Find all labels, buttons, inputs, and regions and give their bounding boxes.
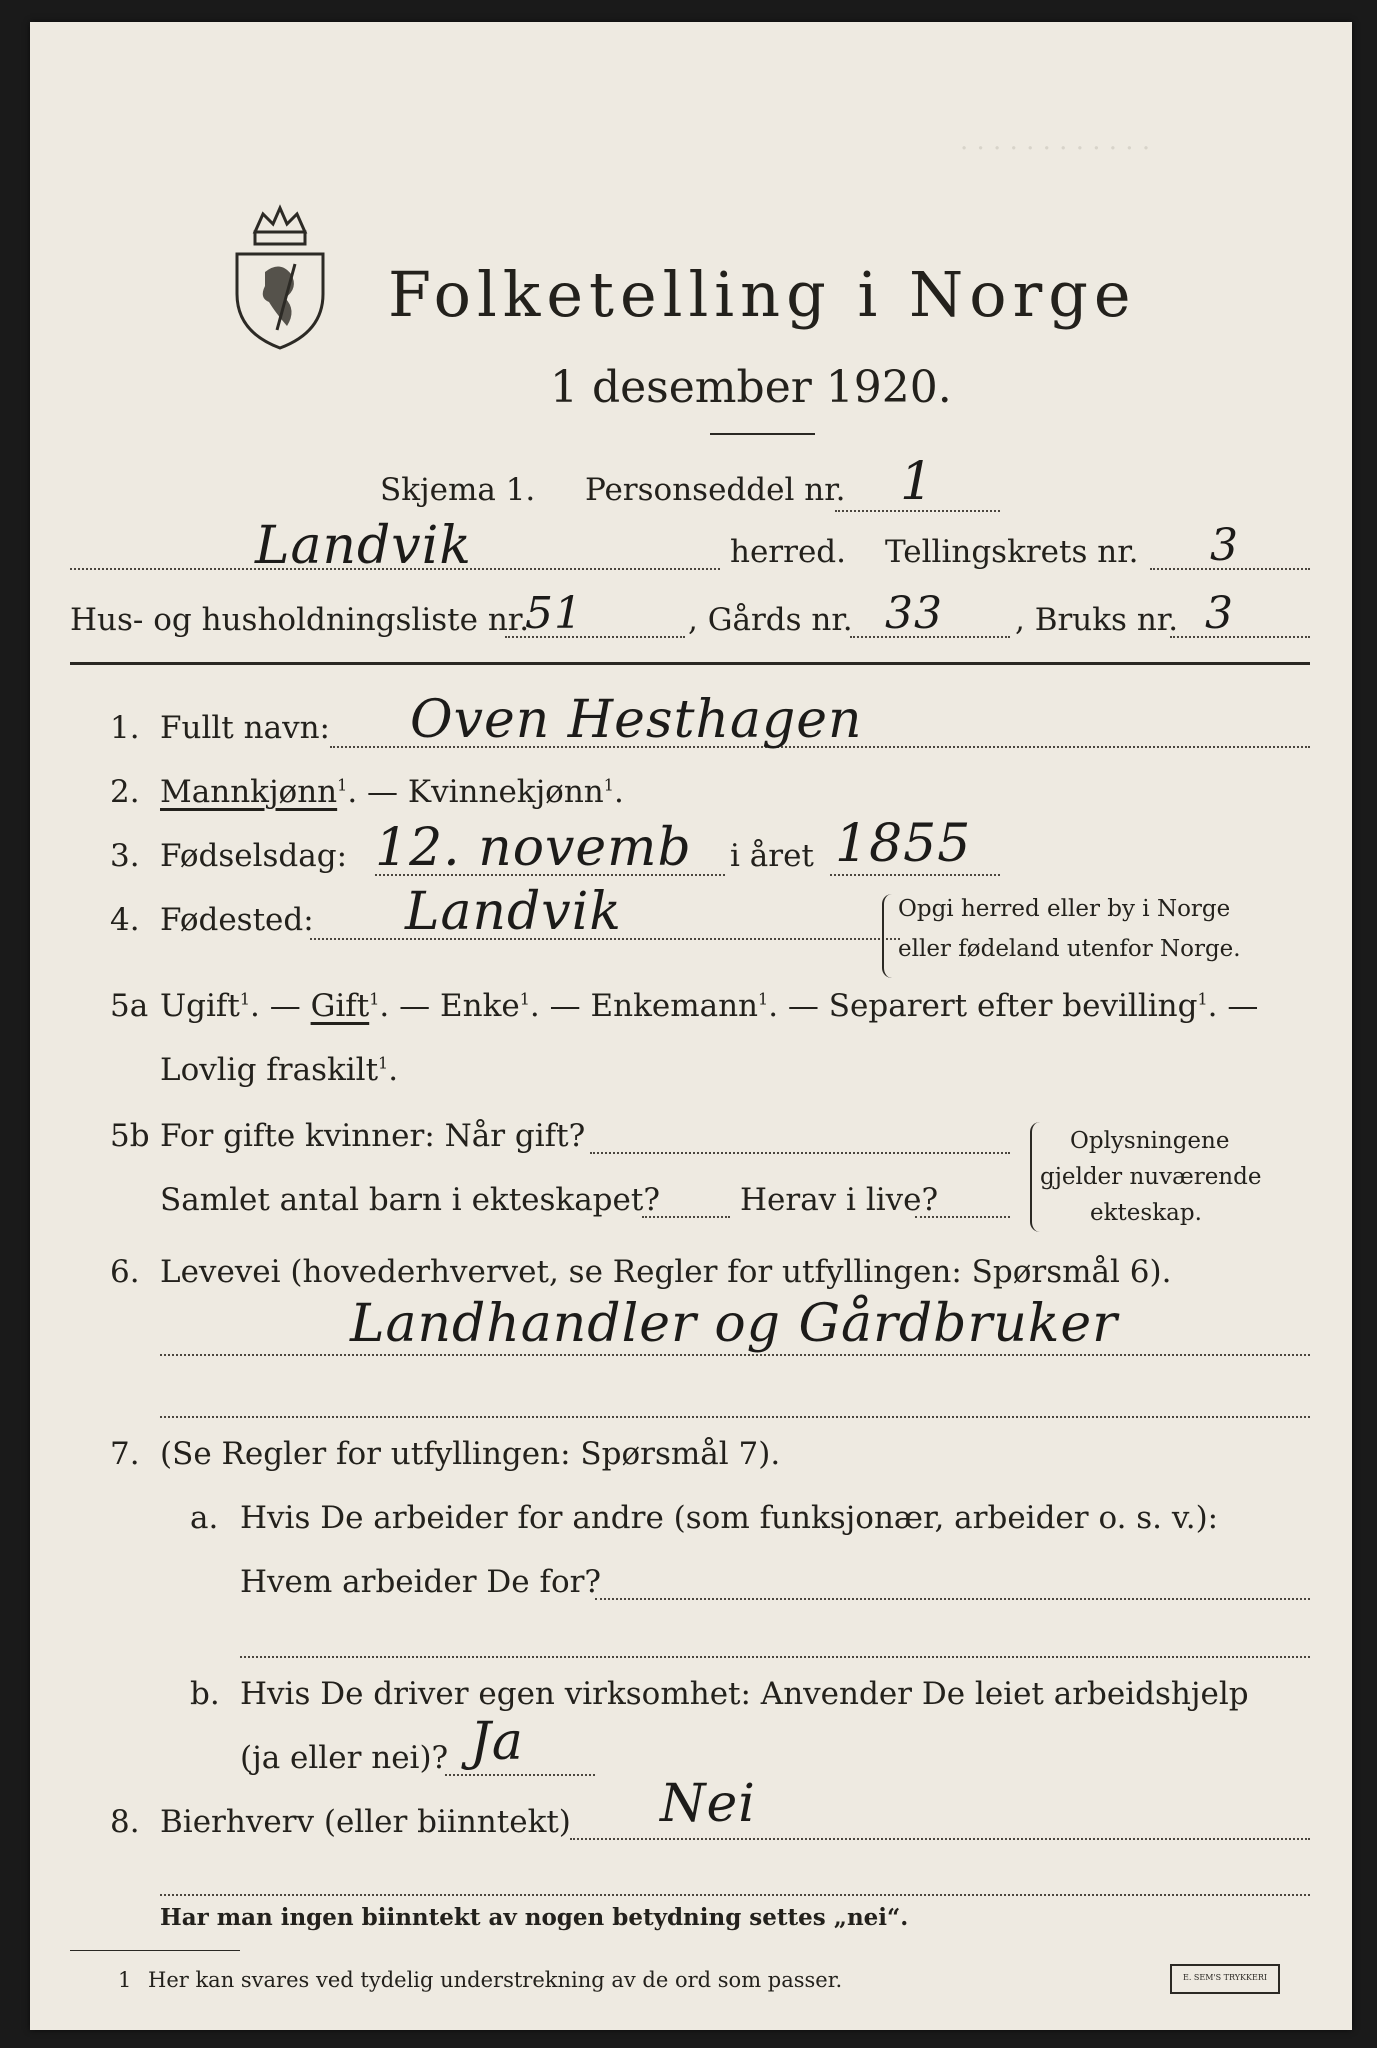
q6-value: Landhandler og Gårdbruker (350, 1294, 1118, 1354)
q7a-extra-line (240, 1656, 1310, 1658)
q2-options: Mannkjønn$^1$. — Kvinnekjønn$^1$. (160, 774, 624, 810)
q8-extra-line (160, 1894, 1310, 1896)
q6-number: 6. (110, 1254, 140, 1290)
coat-of-arms-icon (225, 202, 335, 352)
q5a-lovlig: Lovlig fraskilt$^1$. (160, 1052, 399, 1088)
header-divider (70, 662, 1310, 665)
census-date: 1 desember 1920. (550, 362, 952, 413)
q4-note-line2: eller fødeland utenfor Norge. (898, 936, 1241, 962)
q5b-number: 5b (110, 1118, 150, 1154)
footnote-rule (70, 1950, 240, 1951)
form-title: Folketelling i Norge (388, 258, 1137, 331)
bruks-value: 3 (1205, 588, 1234, 639)
q7b-yesno-label: (ja eller nei)? (240, 1740, 449, 1776)
footnote-mark: 1 (118, 1968, 132, 1992)
q5b-label-alive: Herav i live? (740, 1182, 939, 1218)
gards-label: , Gårds nr. (688, 602, 853, 638)
q5b-alive-line (915, 1216, 1010, 1218)
q6-line2 (160, 1416, 1310, 1418)
q2-male-option: Mannkjønn (160, 774, 338, 810)
q3-year-label: i året (730, 838, 814, 874)
q5b-note-line3: ekteskap. (1090, 1200, 1202, 1226)
q7a-number: a. (190, 1500, 219, 1536)
q4-note-line1: Opgi herred eller by i Norge (898, 896, 1231, 922)
q5a-number: 5a (110, 988, 149, 1024)
q7a-label: Hvis De arbeider for andre (som funksjonær, arbeider o. s. v.): (240, 1500, 1219, 1536)
q6-label: Levevei (hovederhvervet, se Regler for utfyllingen: Spørsmål 6). (160, 1254, 1172, 1290)
personseddel-value: 1 (900, 452, 935, 512)
gards-value: 33 (885, 588, 943, 639)
q5a-separert: Separert efter bevilling (828, 988, 1198, 1024)
printer-stamp: E. SEM'S TRYKKERI (1170, 1964, 1280, 1994)
tellingskrets-value: 3 (1210, 520, 1239, 571)
q3-day-value: 12. novemb (375, 818, 692, 878)
q6-line1 (160, 1354, 1310, 1356)
bleed-through-text: · · · · · · · · · · · · (960, 134, 1151, 164)
q1-label: Fullt navn: (160, 710, 330, 746)
bruks-label: , Bruks nr. (1015, 602, 1179, 638)
q7b-label: Hvis De driver egen virksomhet: Anvender De leiet arbeidshjelp (240, 1676, 1249, 1712)
q7b-yesno-line (445, 1774, 595, 1776)
skjema-label: Skjema 1. (380, 472, 536, 508)
q5a-enke: Enke (439, 988, 520, 1024)
q3-year-line (830, 874, 1000, 876)
q3-number: 3. (110, 838, 140, 874)
herred-label: herred. (730, 534, 846, 570)
q8-line (570, 1838, 1310, 1840)
q2-female-option: Kvinnekjønn (407, 774, 604, 810)
census-form (30, 22, 1352, 2030)
q5b-label-when: For gifte kvinner: Når gift? (160, 1118, 586, 1154)
q4-bracket (882, 894, 892, 978)
q7a-employer-label: Hvem arbeider De for? (240, 1564, 602, 1600)
title-rule (710, 433, 815, 435)
q3-year-value: 1855 (835, 814, 972, 874)
husholdningsliste-label: Hus- og husholdningsliste nr. (70, 602, 530, 638)
q8-number: 8. (110, 1804, 140, 1840)
q5b-note-line1: Oplysningene (1070, 1128, 1230, 1154)
q7a-employer-line (595, 1598, 1310, 1600)
q4-value: Landvik (405, 882, 622, 942)
husholdningsliste-value: 51 (525, 588, 583, 639)
personseddel-label: Personseddel nr. (585, 472, 846, 508)
q7-label: (Se Regler for utfyllingen: Spørsmål 7). (160, 1436, 781, 1472)
q5b-when-line (590, 1152, 1010, 1154)
q5a-options: Ugift$^1$. — Gift$^1$. — Enke$^1$. — Enkemann$^1$. — Separert efter bevilling$^1$. — (160, 988, 1259, 1024)
q7-number: 7. (110, 1436, 140, 1472)
q4-label: Fødested: (160, 902, 314, 938)
q8-value: Nei (660, 1774, 756, 1834)
q4-number: 4. (110, 902, 140, 938)
q5b-children-line (642, 1216, 730, 1218)
q7b-number: b. (190, 1676, 220, 1712)
q2-number: 2. (110, 774, 140, 810)
q5b-bracket (1030, 1122, 1040, 1232)
biinntekt-note: Har man ingen biinntekt av nogen betydning settes „nei“. (160, 1904, 909, 1931)
q1-value: Oven Hesthagen (410, 690, 863, 750)
tellingskrets-label: Tellingskrets nr. (885, 534, 1139, 570)
q5b-label-children: Samlet antal barn i ekteskapet? (160, 1182, 660, 1218)
bruks-line (1170, 636, 1310, 638)
herred-value: Landvik (255, 516, 472, 576)
q7b-value: Ja (470, 1712, 524, 1772)
q8-label: Bierhverv (eller biinntekt) (160, 1804, 571, 1840)
q5a-ugift: Ugift (160, 988, 240, 1024)
q5a-enkemann: Enkemann (590, 988, 759, 1024)
q3-label: Fødselsdag: (160, 838, 348, 874)
q5b-note-line2: gjelder nuværende (1040, 1164, 1262, 1190)
q5a-gift: Gift (310, 988, 370, 1024)
q1-number: 1. (110, 710, 140, 746)
footnote-text: Her kan svares ved tydelig understrekning av de ord som passer. (148, 1968, 843, 1992)
